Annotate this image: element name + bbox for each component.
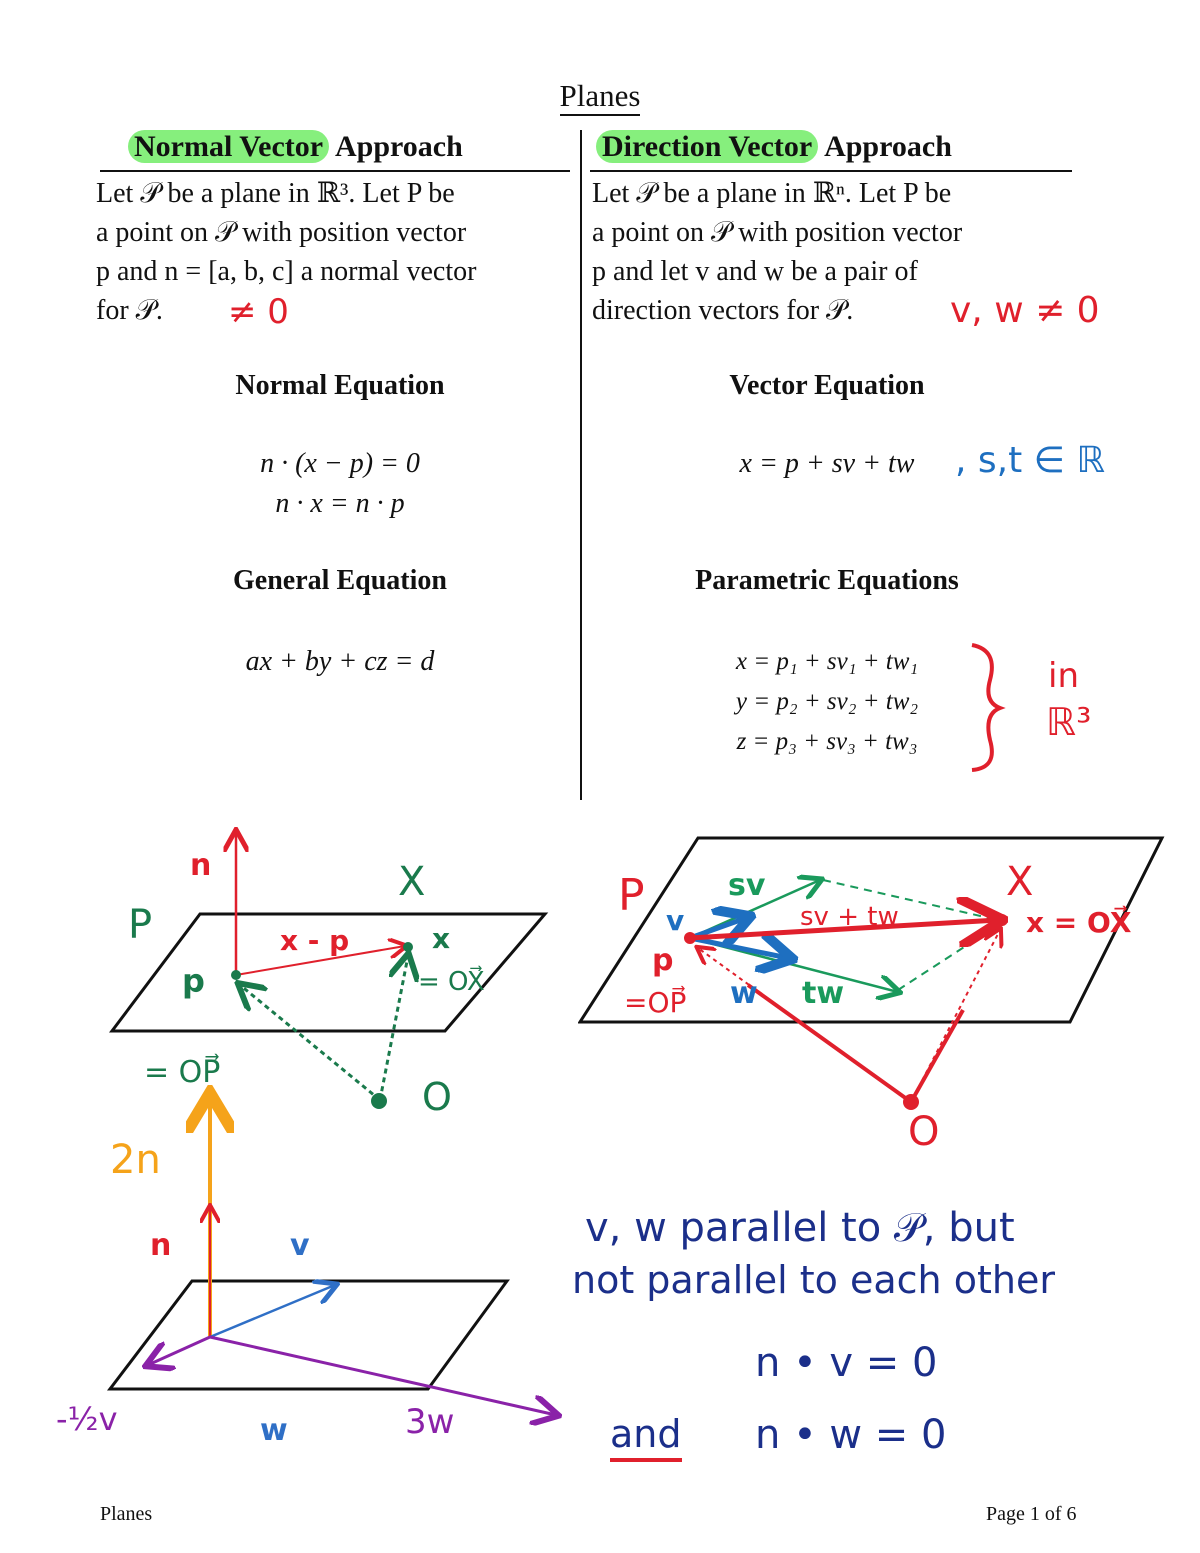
footer-left: Planes bbox=[100, 1503, 153, 1525]
label-w: w bbox=[730, 976, 758, 1011]
left-heading: Normal Vector Approach bbox=[128, 130, 463, 164]
left-text-line: for 𝒫. bbox=[96, 295, 163, 326]
v-arrow bbox=[210, 1285, 335, 1337]
right-heading-rule bbox=[590, 170, 1072, 172]
label-tw: tw bbox=[802, 976, 845, 1011]
op-vector-arrow bbox=[240, 985, 380, 1100]
diagram-direction-plane bbox=[578, 830, 1178, 1150]
label-two-n: 2n bbox=[110, 1137, 161, 1183]
general-equation-title: General Equation bbox=[233, 565, 447, 596]
label-n: n bbox=[150, 1228, 172, 1263]
label-sv-plus-tw: sv + tw bbox=[800, 902, 899, 932]
label-origin: O bbox=[422, 1075, 452, 1119]
left-text-line: p and n = [a, b, c] a normal vector bbox=[96, 256, 477, 287]
normal-equation-title: Normal Equation bbox=[235, 370, 445, 401]
label-three-w: 3w bbox=[405, 1402, 455, 1442]
label-w: w bbox=[260, 1413, 288, 1448]
label-plane-p: P bbox=[128, 902, 153, 948]
r3-note: ℝ³ bbox=[1046, 700, 1092, 744]
right-definition bbox=[592, 174, 962, 330]
vector-equation-title: Vector Equation bbox=[729, 370, 925, 401]
note-parallel-line2: not parallel to each other bbox=[572, 1258, 1055, 1302]
neg-half-v-arrow bbox=[148, 1337, 210, 1365]
left-text-line: a point on 𝒫 with position vector bbox=[96, 217, 467, 248]
label-eq-ox: = OX⃗ bbox=[418, 967, 485, 997]
label-x-eq-ox: x = OX⃗ bbox=[1026, 906, 1132, 939]
note-n-dot-v: n • v = 0 bbox=[755, 1340, 938, 1386]
right-heading-highlight: Direction Vector bbox=[596, 130, 818, 163]
point-x bbox=[996, 914, 1008, 926]
label-p: p bbox=[652, 943, 674, 978]
vector-equation-note: , s,t ∈ ℝ bbox=[955, 440, 1105, 481]
brace-icon bbox=[960, 640, 1010, 775]
right-nonzero-note: v, w ≠ 0 bbox=[950, 290, 1100, 331]
diagram-normal-plane bbox=[100, 820, 560, 1120]
normal-equation-1: n · (x − p) = 0 bbox=[260, 448, 420, 479]
label-plane-p: P bbox=[618, 870, 645, 921]
in-note: in bbox=[1048, 656, 1079, 696]
left-heading-highlight: Normal Vector bbox=[128, 130, 329, 163]
label-sv: sv bbox=[728, 868, 766, 903]
parametric-equation-y: y = p₂ + sv₂ + tw₂ bbox=[735, 688, 919, 715]
right-text-line: direction vectors for 𝒫. bbox=[592, 295, 854, 326]
label-v: v bbox=[290, 1228, 310, 1263]
label-eq-op: =OP⃗ bbox=[624, 986, 687, 1019]
general-equation: ax + by + cz = d bbox=[245, 646, 435, 677]
left-nonzero-note: ≠ 0 bbox=[228, 292, 289, 332]
normal-equation-2: n · x = n · p bbox=[275, 488, 405, 519]
note-parallel-line1: v, w parallel to 𝒫, but bbox=[585, 1205, 1015, 1251]
point-x bbox=[403, 942, 413, 952]
w-arrow bbox=[690, 938, 788, 958]
label-eq-op: = OP⃗ bbox=[144, 1055, 221, 1090]
point-p bbox=[684, 932, 696, 944]
page-title: Planes bbox=[0, 78, 1200, 114]
label-origin: O bbox=[908, 1109, 940, 1150]
footer-page-number: Page 1 of 6 bbox=[986, 1503, 1077, 1525]
right-text-line: a point on 𝒫 with position vector bbox=[592, 217, 963, 248]
dashed-bottom bbox=[898, 925, 998, 990]
parametric-equations-title: Parametric Equations bbox=[695, 565, 959, 596]
left-heading-rule bbox=[100, 170, 570, 172]
label-p: p bbox=[182, 962, 205, 1000]
label-v: v bbox=[666, 904, 685, 937]
label-big-x: X bbox=[1006, 859, 1034, 905]
note-n-dot-w: n • w = 0 bbox=[755, 1412, 947, 1458]
right-text-line: p and let v and w be a pair of bbox=[592, 256, 918, 287]
right-text-line: Let 𝒫 be a plane in ℝⁿ. Let P be bbox=[592, 178, 952, 209]
left-text-line: Let 𝒫 be a plane in ℝ³. Let P be bbox=[96, 178, 455, 209]
vector-equation: x = p + sv + tw bbox=[739, 448, 915, 479]
right-heading: Direction Vector Approach bbox=[596, 130, 952, 164]
parametric-equation-x: x = p₁ + sv₁ + tw₁ bbox=[735, 648, 919, 675]
ox-solid bbox=[911, 1010, 963, 1102]
note-and: and bbox=[610, 1412, 682, 1462]
label-x: x bbox=[432, 922, 451, 955]
label-n: n bbox=[190, 848, 212, 883]
label-big-x: X bbox=[398, 859, 426, 905]
three-w-arrow bbox=[210, 1337, 556, 1415]
diagram-scalar-multiples bbox=[40, 1085, 580, 1460]
label-x-minus-p: x - p bbox=[280, 924, 350, 957]
label-neg-half-v: -½v bbox=[56, 1400, 118, 1438]
parametric-equation-z: z = p₃ + sv₃ + tw₃ bbox=[736, 728, 918, 755]
ox-vector-arrow bbox=[380, 956, 408, 1100]
point-p bbox=[231, 970, 241, 980]
origin-point bbox=[903, 1094, 919, 1110]
